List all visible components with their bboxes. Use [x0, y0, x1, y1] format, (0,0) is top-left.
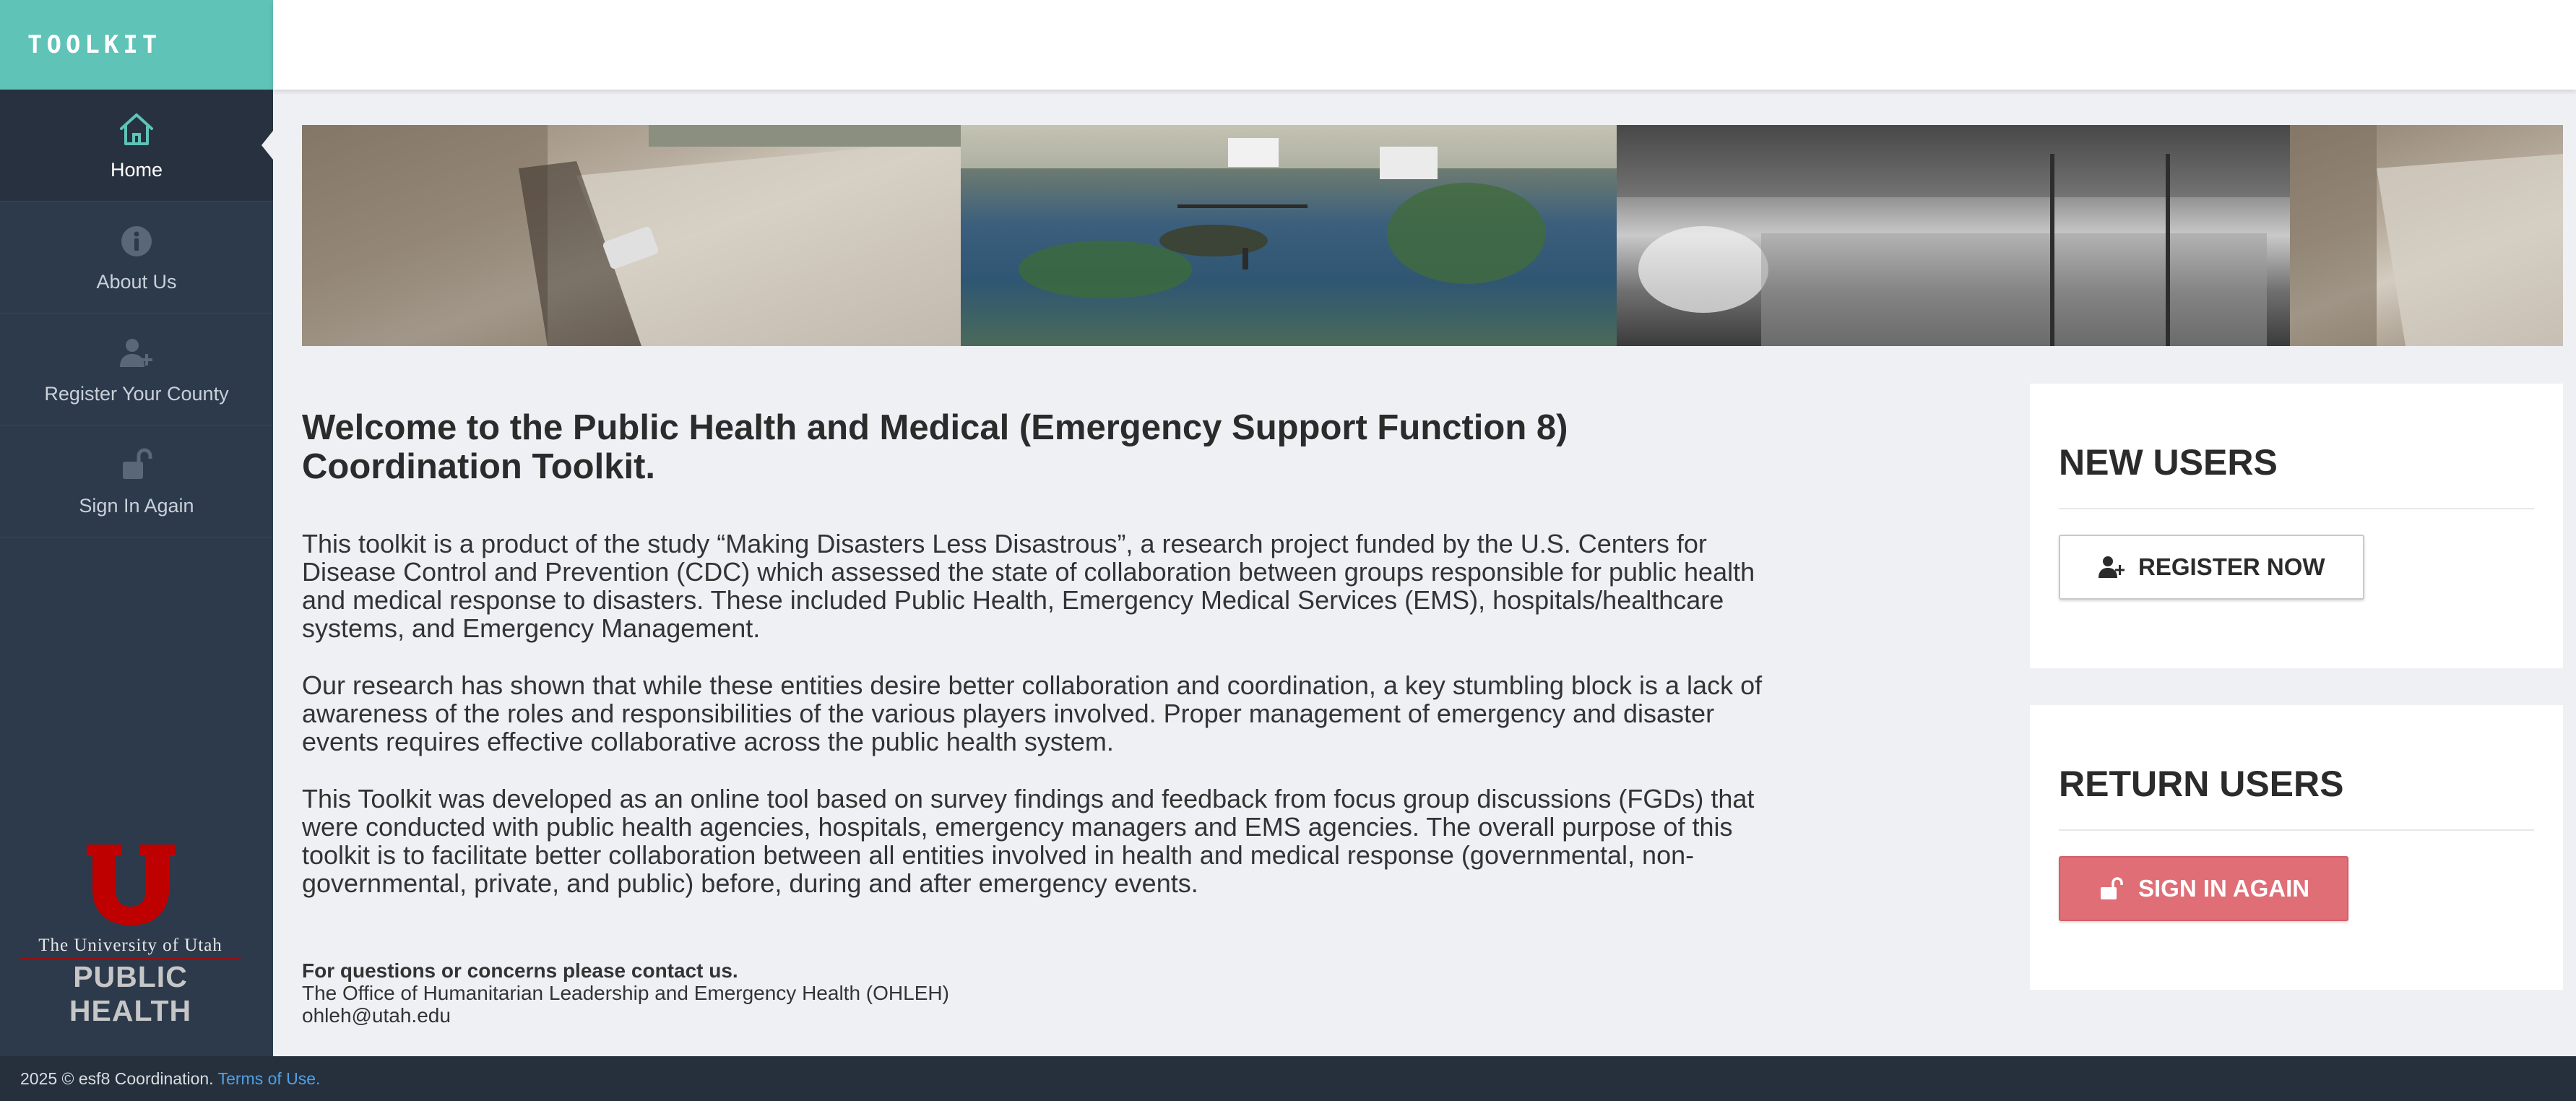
brand-header[interactable]	[0, 0, 273, 90]
terms-of-use-link[interactable]: Terms of Use.	[217, 1068, 321, 1088]
user-plus-icon	[117, 334, 156, 373]
sidebar-item-about-us[interactable]	[0, 202, 273, 314]
banner-image-earthquake-repeat	[2290, 125, 2563, 346]
intro-paragraph: This toolkit is a product of the study “Making Disasters Less Disastrous”, a research project funded by the U.S. Centers for Disease Control and Prevention (CDC) which assessed the state of collaboration between groups responsible for public health and medical response to disasters. These included Public Health, Emergency Medical Services (EMS), hospitals/healthcare systems, and Emergency Management.	[302, 529, 1755, 643]
hero-banner	[302, 125, 2563, 346]
register-now-button[interactable]	[2059, 535, 2364, 600]
unlock-icon	[2098, 876, 2125, 901]
contact-heading: For questions or concerns please contact us.	[302, 959, 738, 982]
department-name: PUBLIC HEALTH	[69, 960, 192, 1027]
banner-image-historic-ward	[1617, 125, 2290, 346]
university-logo[interactable]	[20, 842, 241, 1028]
sidebar-item-label: Home	[110, 158, 163, 181]
sidebar	[0, 90, 273, 1056]
new-users-card	[2030, 384, 2563, 668]
sign-in-again-label: SIGN IN AGAIN	[2138, 875, 2310, 902]
return-users-card	[2030, 705, 2563, 990]
contact-office: The Office of Humanitarian Leadership and Emergency Health (OHLEH)	[302, 982, 949, 1004]
sidebar-item-register-your-county[interactable]	[0, 314, 273, 426]
user-plus-icon	[2098, 555, 2125, 579]
info-icon	[117, 222, 156, 261]
brand-logo-text: TOOLKIT	[27, 30, 162, 59]
top-bar	[273, 0, 2576, 90]
purpose-paragraph: This Toolkit was developed as an online tool based on survey findings and feedback from focus group discussions (FGDs) that were conducted with public health agencies, hospitals, emergency managers and EMS agencies. The overall purpose of this toolkit is to facilitate better collaboration between all entities involved in health and medical response (governmental, non-governmental, private, and public) before, during and after emergency events.	[302, 784, 1755, 898]
return-users-title: RETURN USERS	[2059, 763, 2534, 831]
university-name: The University of Utah	[20, 936, 241, 959]
main-content	[302, 408, 1776, 926]
sidebar-item-label: Sign In Again	[79, 494, 194, 517]
university-u-logo-icon	[84, 842, 178, 928]
page-title: Welcome to the Public Health and Medical (Emergency Support Function 8) Coordination Toolkit.	[302, 408, 1568, 486]
sign-in-again-button[interactable]	[2059, 856, 2348, 921]
sidebar-item-label: About Us	[96, 270, 177, 293]
contact-block	[302, 959, 949, 1027]
banner-image-flood	[961, 125, 1617, 346]
sidebar-item-home[interactable]	[0, 90, 273, 202]
footer	[0, 1056, 2576, 1101]
research-paragraph: Our research has shown that while these entities desire better collaboration and coordination, a key stumbling block is a lack of awareness of the roles and responsibilities of the various players involved. Proper management of emergency and disaster events requires effective collaborative across the public health system.	[302, 670, 1763, 756]
contact-email[interactable]: ohleh@utah.edu	[302, 1004, 451, 1027]
sidebar-item-label: Register Your County	[44, 382, 229, 405]
banner-image-earthquake	[302, 125, 961, 346]
unlock-icon	[117, 446, 156, 485]
copyright-text: 2025 © esf8 Coordination.	[20, 1068, 214, 1088]
home-icon	[117, 110, 156, 149]
sidebar-item-sign-in-again[interactable]	[0, 426, 273, 537]
register-now-label: REGISTER NOW	[2138, 553, 2325, 580]
new-users-title: NEW USERS	[2059, 441, 2534, 509]
